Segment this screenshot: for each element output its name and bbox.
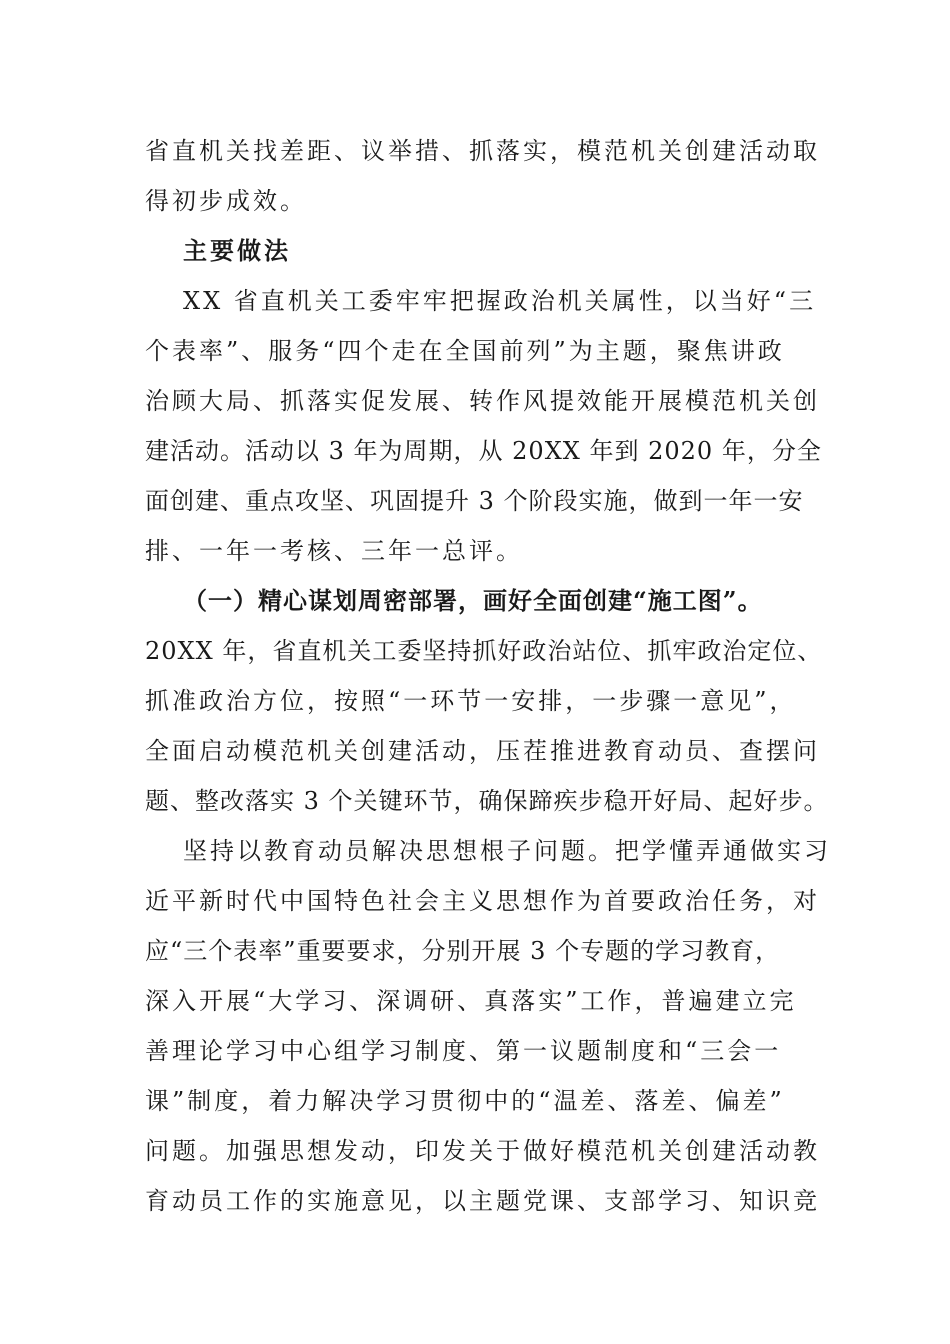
text-line: 个表率”、服务“四个走在全国前列”为主题，聚焦讲政 (145, 337, 785, 365)
text-line: 排、一年一考核、三年一总评。 (145, 537, 523, 565)
text-line: 近平新时代中国特色社会主义思想作为首要政治任务，对 (145, 887, 820, 915)
text-line: 善理论学习中心组学习制度、第一议题制度和“三会一 (145, 1037, 782, 1065)
text-line: 全面启动模范机关创建活动，压茬推进教育动员、查摆问 (145, 737, 820, 765)
text-line: 抓准政治方位，按照“一环节一安排，一步骤一意见”， (145, 687, 797, 715)
subsection-heading: （一）精心谋划周密部署，画好全面创建“施工图”。 (183, 586, 763, 615)
text-line: 问题。加强思想发动，印发关于做好模范机关创建活动教 (145, 1137, 820, 1165)
text-line: 建活动。活动以 3 年为周期，从 20XX 年到 2020 年，分全 (145, 437, 822, 465)
section-heading: 主要做法 (183, 236, 291, 265)
text-line: 20XX 年，省直机关工委坚持抓好政治站位、抓牢政治定位、 (145, 637, 823, 665)
text-line: 课”制度，着力解决学习贯彻中的“温差、落差、偏差” (145, 1087, 785, 1115)
text-line: 深入开展“大学习、深调研、真落实”工作，普遍建立完 (145, 987, 797, 1015)
text-line: 育动员工作的实施意见，以主题党课、支部学习、知识竞 (145, 1187, 820, 1215)
text-line: 坚持以教育动员解决思想根子问题。把学懂弄通做实习 (183, 837, 831, 865)
text-line: 省直机关找差距、议举措、抓落实，模范机关创建活动取 (145, 137, 820, 165)
text-line: 治顾大局、抓落实促发展、转作风提效能开展模范机关创 (145, 387, 820, 415)
text-line: 面创建、重点攻坚、巩固提升 3 个阶段实施，做到一年一安 (145, 487, 804, 515)
text-line: 应“三个表率”重要要求，分别开展 3 个专题的学习教育， (145, 937, 781, 965)
text-line: XX 省直机关工委牢牢把握政治机关属性，以当好“三 (183, 287, 817, 315)
text-line: 得初步成效。 (145, 187, 307, 215)
text-line: 题、整改落实 3 个关键环节，确保蹄疾步稳开好局、起好步。 (145, 787, 829, 815)
